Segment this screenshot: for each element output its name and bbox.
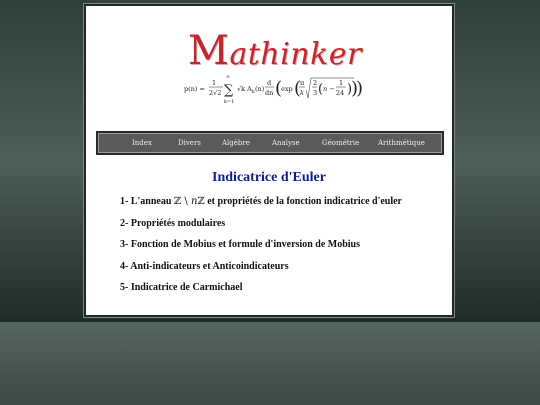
nav-analyse[interactable]: Analyse [272,139,300,147]
chapter-list [120,196,402,304]
nav-divers[interactable]: Divers [178,139,201,147]
formula-n-minus: n − [323,85,335,93]
formula-one: 1 [339,79,344,87]
formula-coef-num: 1 [212,79,217,87]
formula-three: 3 [313,89,318,97]
formula-term-sub: k [252,90,255,95]
page-title: Indicatrice d'Euler [212,170,326,185]
main-nav [96,131,444,155]
logo-text: athinker [229,37,362,72]
chapter-link-4[interactable]: 4- Anti-indicateurs et Anticoindicateurs [120,260,289,272]
nav-index[interactable]: Index [132,139,152,147]
site-logo[interactable] [188,28,362,74]
formula-exp: exp [281,85,293,93]
formula-sum-sign: ∑ [224,83,234,98]
chapter-link-5[interactable]: 5- Indicatrice de Carmichael [120,282,243,293]
partition-formula [182,72,362,106]
formula-term: √k A [237,85,252,93]
nav-arithmetique[interactable]: Arithmétique [378,139,425,147]
formula-24: 24 [336,89,345,97]
formula-coef-den: 2√2 [209,89,222,97]
formula-k: k [300,89,304,97]
svg-text:): ) [347,82,353,97]
nav-algebre[interactable]: Algèbre [222,139,250,147]
chapter-link-2[interactable]: 2- Propriétés modulaires [120,217,226,229]
formula-lhs: p(n) = [184,85,205,93]
content-page [84,4,454,317]
background-band [0,322,540,405]
formula-sum-bottom: k=1 [224,99,235,105]
svg-text:): ) [356,78,364,99]
formula-dn: dn [265,89,274,97]
formula-two: 2 [313,79,318,87]
svg-text:): ) [351,78,359,99]
formula-d: d [267,79,272,87]
chapter-link-1[interactable]: 1- L'anneau ℤ \ nℤ et propriétés de la fonction indicatrice d'euler [120,196,402,207]
formula-pi: π [300,79,305,87]
chapter-link-3[interactable]: 3- Fonction de Mobius et formule d'inversion de Mobius [120,239,361,250]
svg-text:(: ( [275,78,283,99]
formula-sum-top: ∞ [226,74,231,80]
svg-text:(: ( [294,78,302,99]
nav-geometrie[interactable]: Géométrie [322,139,360,147]
svg-text:(: ( [318,82,324,97]
logo-initial: M [188,28,230,74]
formula-term-arg: (n) [255,85,265,93]
